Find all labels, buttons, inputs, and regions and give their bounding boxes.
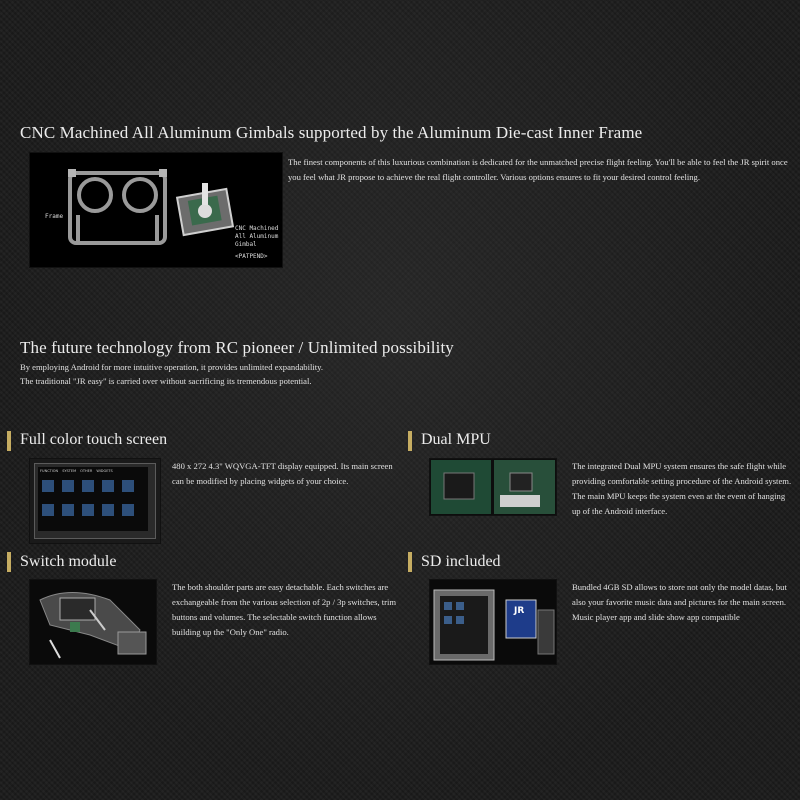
switch-module-image (29, 579, 157, 665)
mpu-body: The integrated Dual MPU system ensures the safe flight while providing comfortable setting procedure of the Android system. The main MPU keeps the system even at the event of hanging up of the Android interface. (572, 461, 792, 516)
section1-body: The finest components of this luxurious combination is dedicated for the unmatched precise flight feeling. You'll be able to feel the JR spirit once you feel what JR propose to achieve the real flight controller. Various options ensures to fit your desired control feeling. (288, 157, 788, 182)
gimbal-frame-image (29, 152, 283, 268)
gimbal-label-line2: All Aluminum (235, 233, 279, 240)
switch-module-illustration (30, 580, 156, 664)
gimbal-label-line3: Gimbal (235, 241, 257, 248)
section1-title: CNC Machined All Aluminum Gimbals supported by the Aluminum Die-cast Inner Frame (20, 123, 643, 142)
section2-title: The future technology from RC pioneer / Unlimited possibility (20, 338, 454, 357)
touch-tab-widgets: WIDGETS (96, 469, 113, 473)
accent-bar (7, 431, 11, 451)
touch-screen-image (29, 458, 161, 544)
sd-body: Bundled 4GB SD allows to store not only the model datas, but also your favorite music data and pictures for the main screen. Music player app and slide show app compatible (572, 582, 787, 622)
section2-line2: The traditional "JR easy" is carried over without sacrificing its tremendous potential. (20, 376, 312, 386)
accent-bar (408, 431, 412, 451)
touch-tab-function: FUNCTION (40, 469, 59, 473)
accent-bar (408, 552, 412, 572)
sd-card-logo: JR (514, 606, 525, 616)
touch-tab-system: SYSTEM (62, 469, 77, 473)
switch-body: The both shoulder parts are easy detachable. Each switches are exchangeable from the various selection of 2p / 3p switches, trim buttons and volumes. The selectable switch function allows building up the "Only One" radio. (172, 582, 397, 637)
mpu-title: Dual MPU (421, 431, 491, 448)
touch-icon-grid (40, 478, 146, 528)
frame-label: Frame (45, 213, 64, 220)
accent-bar (7, 552, 11, 572)
touch-tab-other: OTHER (80, 469, 93, 473)
sd-title: SD included (421, 553, 501, 570)
gimbal-label-line1: CNC Machined (235, 225, 279, 232)
touch-body: 480 x 272 4.3" WQVGA-TFT display equipped. Its main screen can be modified by placing widgets of your choice. (172, 461, 393, 486)
gimbal-frame-illustration (30, 153, 282, 267)
switch-title: Switch module (20, 553, 117, 570)
section2-line1: By employing Android for more intuitive operation, it provides unlimited expandability. (20, 362, 324, 372)
mpu-chips-illustration (430, 459, 556, 515)
touch-title: Full color touch screen (20, 431, 168, 448)
patpend-label: <PATPEND> (235, 253, 268, 260)
dual-mpu-image (429, 458, 557, 516)
sd-card-illustration (430, 580, 556, 664)
sd-card-image (429, 579, 557, 665)
